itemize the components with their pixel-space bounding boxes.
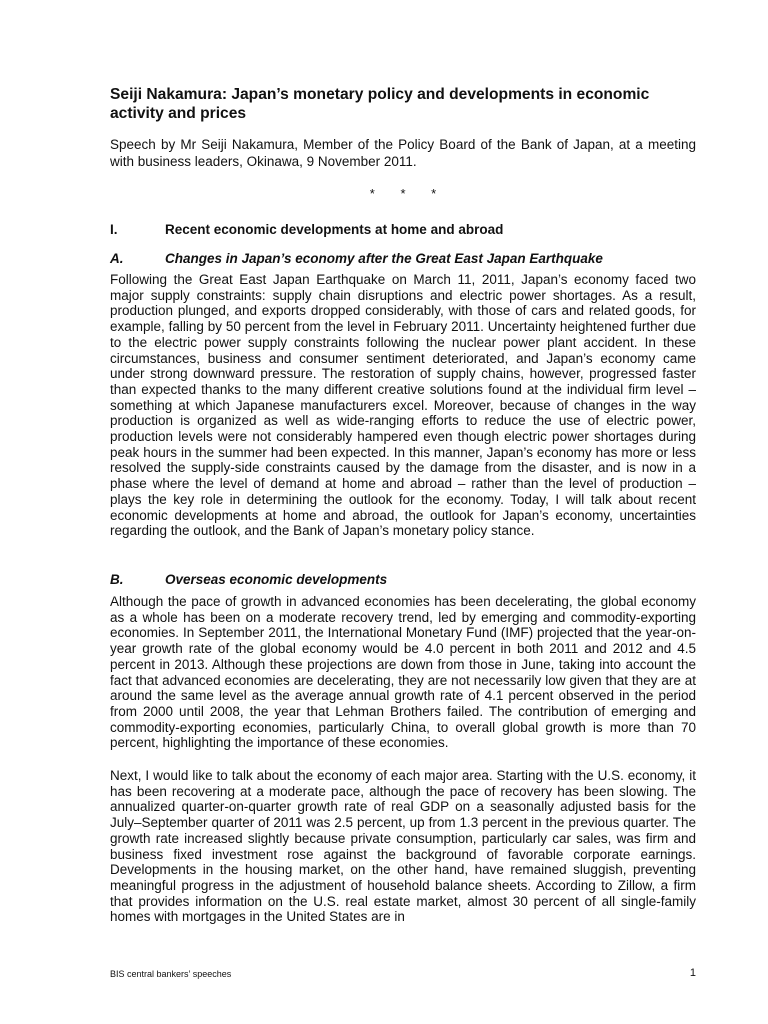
paragraph-b2: Next, I would like to talk about the economy of each major area. Starting with the U.S. economy, it has been recovering at a moderate pace, although the pace of recovery has been slowing. The annualized quarter-on-quarter growth rate of real GDP on a seasonally adjusted basis for the July–September quarter of 2011 was 2.5 percent, up from 1.3 percent in the previous quarter. The growth rate increased slightly because private consumption, particularly car sales, was firm and business fixed investment rose against the background of favorable corporate earnings. Developments in the housing market, on the other hand, have remained sluggish, preventing meaningful progress in the adjustment of household balance sheets. According to Zillow, a firm that provides information on the U.S. real estate market, almost 30 percent of all single-family homes with mortgages in the United States are in bbox=[110, 768, 696, 925]
section-number: I. bbox=[110, 222, 118, 237]
speech-intro: Speech by Mr Seiji Nakamura, Member of the Policy Board of the Bank of Japan, at a meeting with business leaders, Okinawa, 9 November 2011. bbox=[110, 137, 696, 169]
subsection-number: B. bbox=[110, 572, 124, 587]
subsection-heading-b bbox=[110, 571, 696, 588]
page-title: Seiji Nakamura: Japan’s monetary policy and developments in economic activity and prices bbox=[110, 86, 650, 122]
subsection-title: Overseas economic developments bbox=[165, 572, 388, 587]
footer-source: BIS central bankers’ speeches bbox=[110, 969, 232, 979]
section-title: Recent economic developments at home and abroad bbox=[165, 222, 504, 237]
subsection-number: A. bbox=[110, 251, 124, 266]
paragraph-b1: Although the pace of growth in advanced economies has been decelerating, the global economy as a whole has been on a moderate recovery trend, led by emerging and commodity-exporting economies. In September 2011, the International Monetary Fund (IMF) projected that the year-on-year growth rate of the global economy would be 4.0 percent in both 2011 and 2012 and 4.5 percent in 2013. Although these projections are down from those in June, taking into account the fact that advanced economies are decelerating, they are not necessarily low given that they are at around the same level as the average annual growth rate of 4.1 percent observed in the period from 2000 until 2008, the year that Lehman Brothers failed. The contribution of emerging and commodity-exporting economies, particularly China, to overall global growth is more than 70 percent, highlighting the importance of these economies. bbox=[110, 594, 696, 751]
subsection-heading-a bbox=[110, 250, 696, 267]
paragraph-a: Following the Great East Japan Earthquake on March 11, 2011, Japan’s economy faced two major supply constraints: supply chain disruptions and electric power shortages. As a result, production plunged, and exports dropped considerably, with those of cars and related goods, for example, falling by 50 percent from the level in February 2011. Uncertainty heightened further due to the electric power supply constraints following the nuclear power plant accident. In these circumstances, business and consumer sentiment deteriorated, and Japan’s economy came under strong downward pressure. The restoration of supply chains, however, progressed faster than expected thanks to the many different creative solutions found at the individual firm level – something at which Japanese manufacturers excel. Moreover, because of changes in the way production is organized as well as wide-ranging efforts to reduce the use of electric power, production levels were not considerably hampered even though electric power shortages during peak hours in the summer had been expected. In this manner, Japan’s economy has more or less resolved the supply-side constraints caused by the damage from the disaster, and is now in a phase where the level of demand at home and abroad – rather than the level of production – plays the key role in determining the outlook for the economy. Today, I will talk about recent economic developments at home and abroad, the outlook for Japan’s economy, uncertainties regarding the outlook, and the Bank of Japan’s monetary policy stance. bbox=[110, 272, 696, 539]
subsection-title: Changes in Japan’s economy after the Great East Japan Earthquake bbox=[165, 251, 603, 266]
page-number: 1 bbox=[689, 967, 696, 979]
section-heading-1 bbox=[110, 221, 696, 238]
section-separator: * * * bbox=[369, 186, 437, 201]
